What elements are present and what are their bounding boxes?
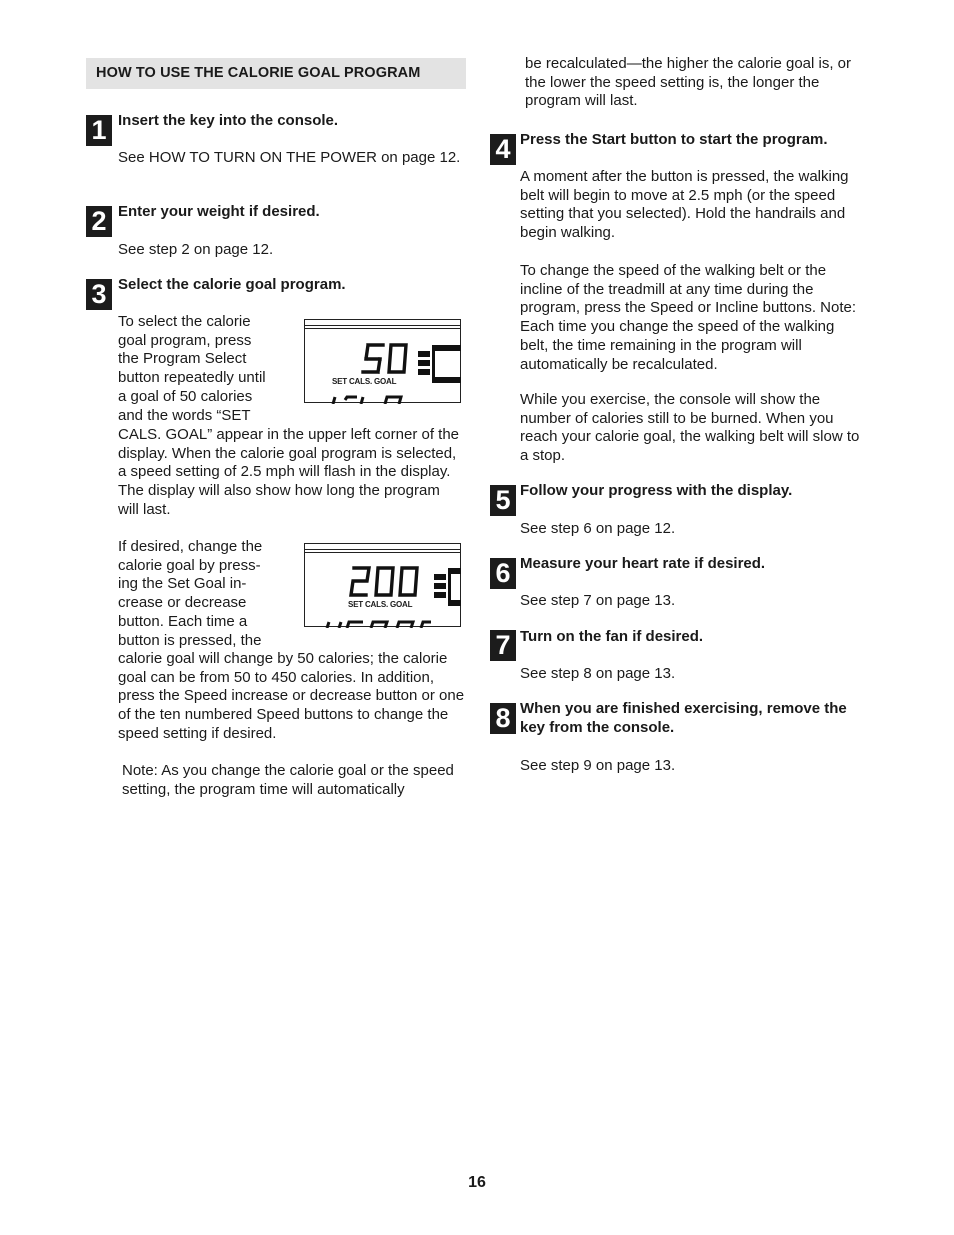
step-3-para2-full: calorie goal will change by 50 calories; the calorie goal can be from 50 to 450 calories. In addition, press the Speed increase or decrease button or one of the ten numbered Speed buttons to change the speed setting if desired. [118,650,465,742]
step-2-body: See step 2 on page 12. [118,241,274,258]
step-1-body: See HOW TO TURN ON THE POWER on page 12. [118,149,461,166]
lcd-label-2: SET CALS. GOAL [348,600,413,609]
step-3-para1-full: CALS. GOAL” appear in the upper left corner of the display. When the calorie goal program is selected, a speed setting of 2.5 mph will flash in the display. The display will also show how long the program will last. [118,426,460,518]
step-2-heading: Enter your weight if desired. [118,203,320,220]
step-4-para-1: A moment after the button is pressed, the walking belt will begin to move at 2.5 mph (or the speed setting that you selected). Hold the handrails and begin walking. [520,168,849,242]
step-5-badge: 5 [490,485,516,516]
step-3-note-continued [525,55,870,111]
step-1-badge: 1 [86,115,112,146]
lcd-label-1: SET CALS. GOAL [332,377,397,386]
step-2-badge: 2 [86,206,112,237]
step-3-heading: Select the calorie goal program. [118,276,346,293]
step-6-badge: 6 [490,558,516,589]
step-7-heading: Turn on the fan if desired. [520,628,704,645]
page-number: 16 [468,1174,486,1191]
step-4-para-2: To change the speed of the walking belt or the incline of the treadmill at any time during the program, press the Speed or Incline buttons. Note: Each time you change the speed of the walking belt, the time remaining in the program will automatically be recalculated. [520,262,857,373]
step-4-badge: 4 [490,134,516,165]
step-4-para-3: While you exercise, the console will show the number of calories still to be burned. When you reach your calorie goal, the walking belt will slow to a stop. [520,391,860,465]
lcd-digits-200 [305,544,462,628]
step-8-heading: When you are finished exercising, remove the key from the console. [520,700,847,736]
step-4-heading: Press the Start button to start the program. [520,131,828,148]
step-5-heading: Follow your progress with the display. [520,482,793,499]
step-7-body: See step 8 on page 13. [520,665,676,682]
step-7-badge: 7 [490,630,516,661]
lcd-digits-50 [305,320,462,404]
step-3-badge: 3 [86,279,112,310]
section-header: HOW TO USE THE CALORIE GOAL PROGRAM [86,58,466,89]
step-3-note [122,762,467,799]
step-3-para2-wrap: If desired, change the calorie goal by press- ing the Set Goal in- crease or decrease button. Each time a button is pressed, the [118,538,263,649]
note-part-1: Note: As you change the calorie goal or the speed setting, the program time will automatically [122,762,454,798]
note-part-2: be recalculated—the higher the calorie goal is, or the lower the speed setting is, the longer the program will last. [525,55,852,110]
console-display-50 [304,319,461,403]
step-3-para1-wrap: To select the calorie goal program, press the Program Select button repeatedly until a goal of 50 calories and the words “SET [118,313,266,424]
step-8-badge: 8 [490,703,516,734]
step-5-body: See step 6 on page 12. [520,520,676,537]
step-6-heading: Measure your heart rate if desired. [520,555,766,572]
step-6-body: See step 7 on page 13. [520,592,676,609]
console-display-200 [304,543,461,627]
step-1-heading: Insert the key into the console. [118,112,339,129]
step-8-body: See step 9 on page 13. [520,757,676,774]
